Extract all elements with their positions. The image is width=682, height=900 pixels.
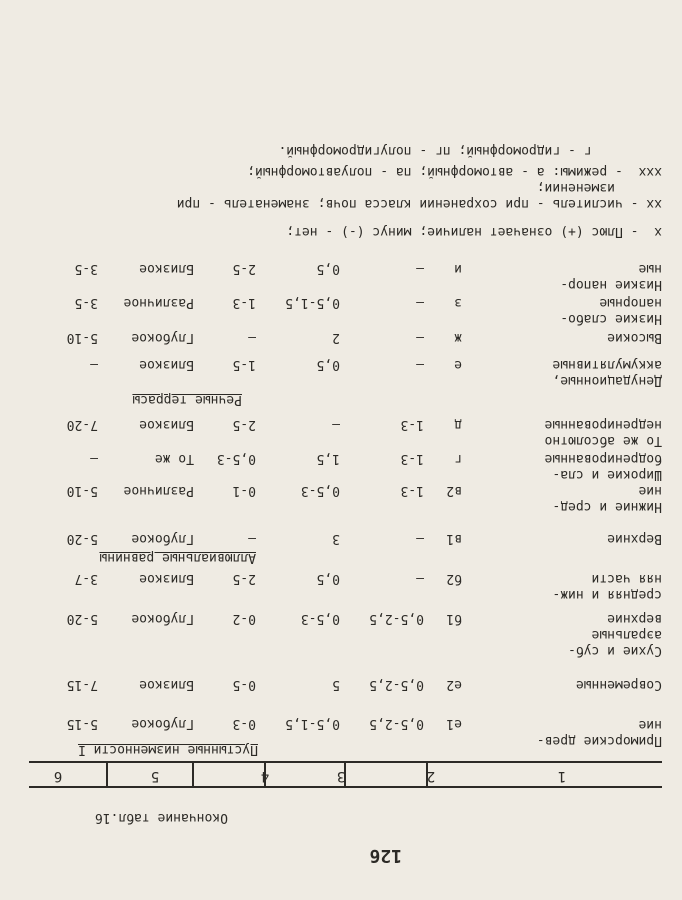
cell: Близкое	[139, 261, 194, 276]
cell: 0-2	[232, 611, 256, 626]
cell: 0,5-3	[300, 611, 340, 626]
cell: Близкое	[139, 571, 194, 586]
cell: Близкое	[139, 357, 194, 372]
cell: Различное	[123, 483, 194, 498]
row-name: Широкие и сла- бодренированные	[544, 451, 662, 482]
cell: д	[454, 417, 462, 432]
cell: 3-5	[74, 261, 98, 276]
row-name: Верхние	[607, 531, 662, 546]
cell: Близкое	[139, 677, 194, 692]
row-name: Приморские древ- ние	[536, 717, 662, 748]
cell: –	[90, 451, 98, 466]
cell: 0,5-3	[300, 483, 340, 498]
column-number: 6	[53, 768, 63, 784]
cell: –	[90, 357, 98, 372]
cell: 5-20	[66, 611, 98, 626]
footnote-line: х - Плюс (+) означает наличие; минус (-) - нет;	[286, 224, 662, 239]
cell: з	[454, 295, 462, 310]
row-name: Современные	[575, 677, 662, 692]
column-number: 5	[150, 768, 160, 784]
cell: –	[416, 330, 424, 345]
cell: Глубокое	[131, 716, 194, 731]
row-name: Низкие слабо- напорные	[560, 295, 662, 326]
cell: 2-5	[232, 417, 256, 432]
column-number: 1	[557, 768, 567, 784]
cell: 1-3	[400, 483, 424, 498]
cell: 0,5-2,5	[369, 677, 424, 692]
cell: 1-5	[232, 357, 256, 372]
cell: 2-5	[232, 571, 256, 586]
section-heading: Пустынные низменности I	[77, 742, 258, 757]
section-heading: Речные террасы	[132, 392, 242, 407]
cell: –	[248, 330, 256, 345]
cell: 3	[332, 531, 340, 546]
column-divider	[192, 763, 194, 787]
cell: и	[454, 261, 462, 276]
cell: То же	[154, 451, 194, 466]
row-name: Высокие	[607, 330, 662, 345]
cell: 0,5	[316, 571, 340, 586]
cell: 5-10	[66, 483, 98, 498]
footnote-line: ххх - режимы: а - автоморфный; па - полуавтоморфный;	[247, 164, 662, 179]
cell: е1	[446, 716, 462, 731]
cell: Близкое	[139, 417, 194, 432]
cell: 7-15	[66, 677, 98, 692]
cell: 3-5	[74, 295, 98, 310]
cell: Различное	[123, 295, 194, 310]
cell: 0,5	[316, 261, 340, 276]
page-number: 126	[369, 845, 402, 866]
row-name: Нижние и сред- ние	[552, 483, 662, 514]
table-caption: Окончание табл.16	[94, 810, 228, 825]
cell: е2	[446, 677, 462, 692]
cell: г	[454, 451, 462, 466]
cell: 0,5-3	[216, 451, 256, 466]
cell: –	[332, 417, 340, 432]
cell: 0,5-2,5	[369, 716, 424, 731]
footnote-line: хх - числитель - при сохранении класса почв; знаменатель - при	[176, 196, 662, 211]
column-number: 2	[426, 768, 436, 784]
cell: 5	[332, 677, 340, 692]
cell: ж	[454, 330, 462, 345]
cell: е	[454, 357, 462, 372]
row-name: Сухие и суб- аэральные верхние	[568, 611, 662, 658]
cell: Глубокое	[131, 531, 194, 546]
cell: 0,5	[316, 357, 340, 372]
cell: 3-7	[74, 571, 98, 586]
cell: в1	[446, 531, 462, 546]
cell: 1-3	[232, 295, 256, 310]
cell: 0,5-1,5	[285, 716, 340, 731]
cell: 2-5	[232, 261, 256, 276]
column-number: 4	[260, 768, 270, 784]
cell: Глубокое	[131, 611, 194, 626]
cell: 0-5	[232, 677, 256, 692]
cell: б2	[446, 571, 462, 586]
cell: –	[416, 295, 424, 310]
cell: 0-3	[232, 716, 256, 731]
row-name: Денудационные, аккумулятивные	[552, 357, 662, 388]
column-number: 3	[336, 768, 346, 784]
cell: 5-10	[66, 330, 98, 345]
row-name: То же абсолютно недренированные	[544, 417, 662, 448]
cell: 1-3	[400, 417, 424, 432]
cell: 5-20	[66, 531, 98, 546]
row-name: Низкие напор- ные	[560, 261, 662, 292]
column-divider	[106, 763, 108, 787]
cell: 7-20	[66, 417, 98, 432]
row-name: средняя и ниж- няя части	[552, 571, 662, 602]
cell: в2	[446, 483, 462, 498]
cell: –	[416, 261, 424, 276]
cell: –	[416, 357, 424, 372]
cell: 5-15	[66, 716, 98, 731]
cell: 1,5	[316, 451, 340, 466]
cell: 1-3	[400, 451, 424, 466]
cell: 0,5-1,5	[285, 295, 340, 310]
section-heading: Аллювиальные равнины	[99, 550, 256, 565]
cell: 2	[332, 330, 340, 345]
cell: Глубокое	[131, 330, 194, 345]
footnote-line: изменении;	[536, 180, 662, 195]
cell: 0-1	[232, 483, 256, 498]
cell: 0,5-2,5	[369, 611, 424, 626]
cell: –	[416, 531, 424, 546]
cell: –	[416, 571, 424, 586]
cell: б1	[446, 611, 462, 626]
cell: –	[248, 531, 256, 546]
footnote-line: г - гидроморфный; пг - полугидроморфный.	[278, 143, 662, 158]
